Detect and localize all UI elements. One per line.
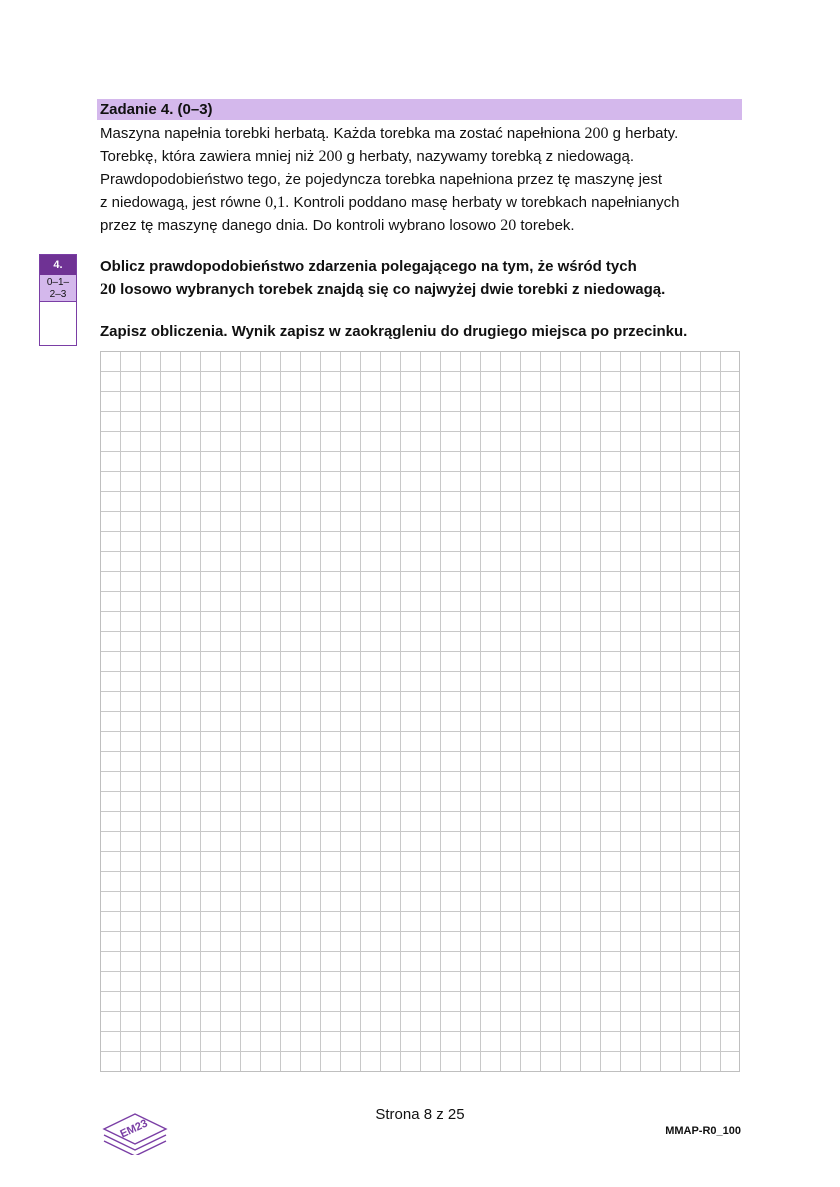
exam-code: MMAP-R0_100 (665, 1125, 741, 1137)
intro-line: przez tę maszynę danego dnia. Do kontroli wybrano losowo 20 torebek. (100, 217, 575, 234)
score-range-line-1: 0–1– (46, 277, 70, 288)
intro-line: Torebkę, która zawiera mniej niż 200 g herbaty, nazywamy torebką z niedowagą. (100, 148, 634, 165)
score-box (39, 254, 77, 346)
page-number: Strona 8 z 25 (375, 1106, 465, 1123)
task-instruction: Zapisz obliczenia. Wynik zapisz w zaokrągleniu do drugiego miejsca po przecinku. (100, 323, 688, 340)
task-command (100, 255, 740, 343)
task-header: Zadanie 4. (0–3) (97, 99, 742, 120)
em-logo (100, 1105, 170, 1155)
score-range (40, 275, 76, 302)
command-line: Oblicz prawdopodobieństwo zdarzenia polegającego na tym, że wśród tych (100, 258, 637, 275)
score-range-line-2: 2–3 (49, 289, 67, 300)
task-intro (100, 122, 740, 237)
intro-line: Maszyna napełnia torebki herbatą. Każda torebka ma zostać napełniona 200 g herbaty. (100, 125, 679, 142)
intro-line: Prawdopodobieństwo tego, że pojedyncza torebka napełniona przez tę maszynę jest (100, 171, 663, 188)
command-line: 20 losowo wybranych torebek znajdą się co najwyżej dwie torebki z niedowagą. (100, 281, 666, 298)
answer-grid[interactable] (100, 351, 740, 1072)
svg-text:EM23: EM23 (118, 1117, 150, 1141)
task-number: 4. (40, 255, 76, 275)
intro-line: z niedowagą, jest równe 0,1. Kontroli poddano masę herbaty w torebkach napełnianych (100, 194, 680, 211)
